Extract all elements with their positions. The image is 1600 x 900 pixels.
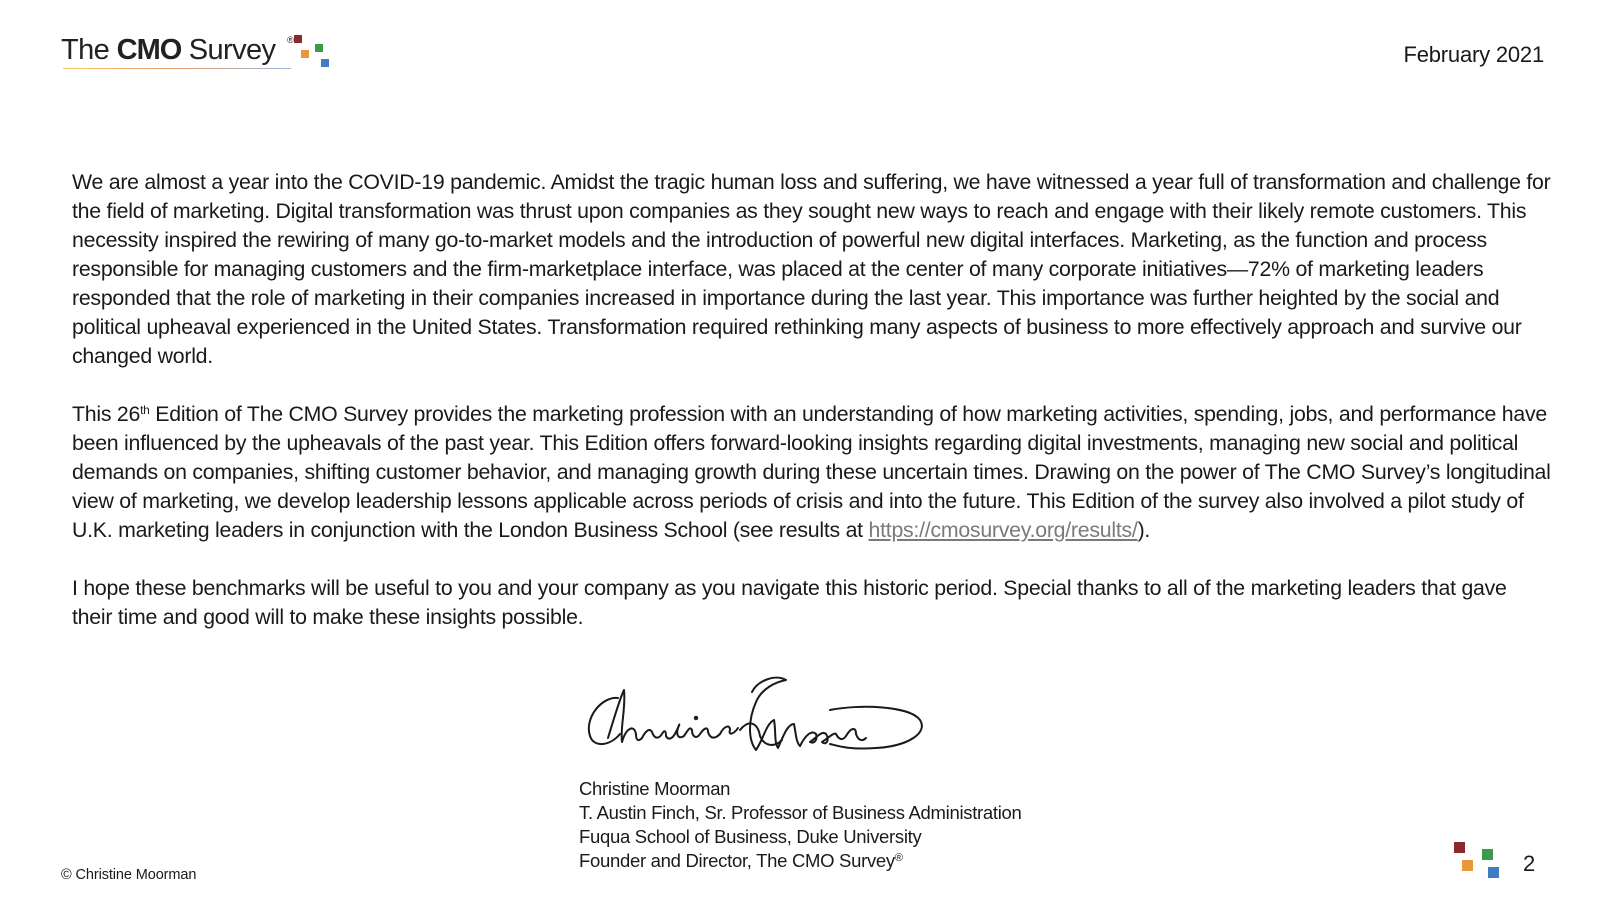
logo-square-green <box>315 44 323 52</box>
logo-underline <box>63 68 291 69</box>
p2-end: ). <box>1137 518 1151 542</box>
logo-bold: CMO <box>116 34 182 66</box>
logo-square-blue <box>321 59 329 67</box>
report-date: February 2021 <box>1403 42 1544 67</box>
footer-square-orange <box>1462 860 1473 871</box>
signature-block <box>579 777 1022 873</box>
footer-square-green <box>1482 849 1493 860</box>
signatory-name: Christine Moorman <box>579 778 731 799</box>
paragraph-3: I hope these benchmarks will be useful to you and your company as you navigate this historic period. Special thanks to all of the marketing leaders that gave their time and good will to make these insights possible. <box>72 576 1507 629</box>
paragraph-1: We are almost a year into the COVID-19 pandemic. Amidst the tragic human loss and suffering, we have witnessed a year full of transformation and challenge for the field of marketing. Digital transformation was thrust upon companies as they sought new ways to reach and engage with their likely remote customers. This necessity inspired the rewiring of many go-to-market models and the introduction of powerful new digital interfaces. Marketing, as the function and process responsible for managing customers and the firm-marketplace interface, was placed at the center of many corporate initiatives—72% of marketing leaders responded that the role of marketing in their companies increased in importance during the last year. This importance was further heighted by the social and political upheaval experienced in the United States. Transformation required rethinking many aspects of business to more effectively approach and survive our changed world. <box>72 170 1551 368</box>
footer-squares-logo <box>1450 840 1510 890</box>
cmo-survey-logo <box>61 32 351 72</box>
page-number: 2 <box>1523 851 1536 876</box>
signatory-school: Fuqua School of Business, Duke University <box>579 826 922 847</box>
logo-wordmark <box>61 34 275 67</box>
logo-suffix: Survey <box>188 34 276 66</box>
p2-start: This 26 <box>72 402 141 426</box>
signatory-role <box>579 849 1022 873</box>
logo-registered-mark: ® <box>287 35 294 45</box>
copyright-notice: © Christine Moorman <box>61 867 197 883</box>
logo-square-orange <box>301 50 309 58</box>
logo-prefix: The <box>61 34 110 66</box>
letter-body <box>72 168 1552 661</box>
footer-square-blue <box>1488 867 1499 878</box>
footer-square-red <box>1454 842 1465 853</box>
p2-ordinal: th <box>140 403 150 417</box>
logo-square-red <box>294 35 302 43</box>
results-link[interactable]: https://cmosurvey.org/results/ <box>868 518 1138 542</box>
registered-mark: ® <box>894 852 903 864</box>
p2-main: Edition of The CMO Survey provides the marketing profession with an understanding of how marketing activities, spending, jobs, and performance have been influenced by the upheavals of the past year. This Edition offers forward-looking insights regarding digital investments, managing new social and political demands on companies, shifting customer behavior, and managing growth during these uncertain times. Drawing on the power of The CMO Survey’s longitudinal view of marketing, we develop leadership lessons applicable across periods of crisis and into the future. This Edition of the survey also involved a pilot study of U.K. marketing leaders in conjunction with the London Business School (see results at <box>72 402 1551 542</box>
handwritten-signature <box>580 668 930 768</box>
signatory-role-text: Founder and Director, The CMO Survey <box>579 850 895 871</box>
signatory-title: T. Austin Finch, Sr. Professor of Business Administration <box>579 802 1022 823</box>
paragraph-2 <box>72 400 1552 545</box>
